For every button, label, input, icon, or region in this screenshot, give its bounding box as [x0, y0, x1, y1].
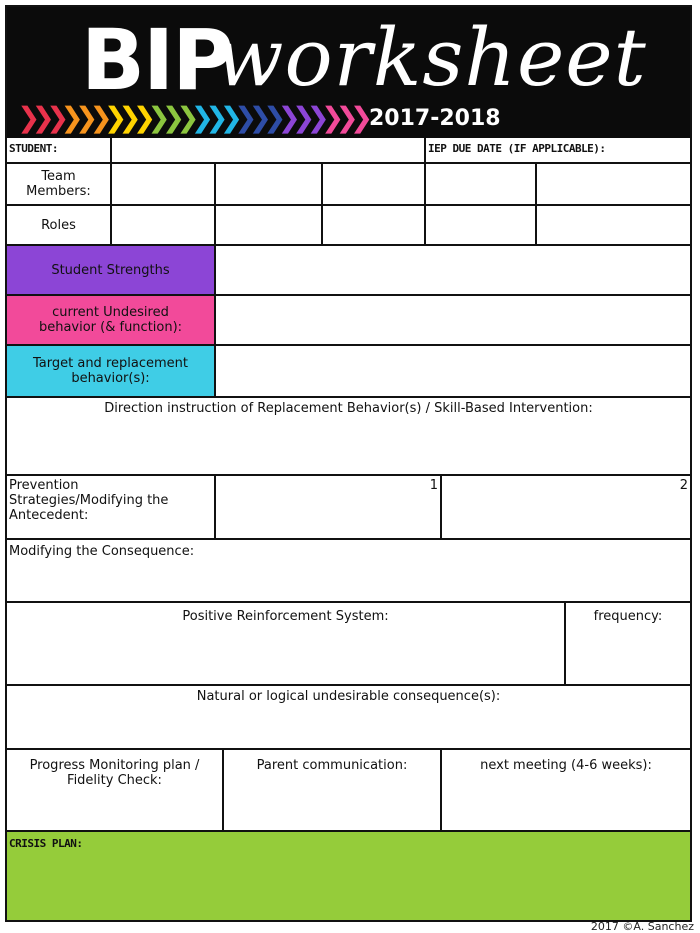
student-strengths-label: Student Strengths: [7, 246, 216, 296]
chevron-icon: ❯: [147, 101, 162, 134]
title-worksheet: worksheet: [215, 11, 647, 104]
next-meeting-field[interactable]: next meeting (4-6 weeks):: [442, 750, 690, 832]
chevron-icon: ❯: [31, 101, 46, 134]
team-member-cell[interactable]: [537, 164, 690, 206]
chevron-icon: ❯: [291, 101, 307, 134]
chevron-icon: ❯: [277, 101, 292, 134]
chevron-icon: ❯: [118, 101, 133, 134]
undesired-behavior-label: current Undesired behavior (& function):: [7, 296, 216, 346]
chevron-icon: ❯: [89, 101, 104, 134]
student-field[interactable]: [112, 138, 426, 164]
chevron-icon: ❯: [60, 101, 75, 134]
role-cell[interactable]: [537, 206, 690, 246]
copyright: 2017 ©A. Sanchez: [590, 920, 694, 933]
chevron-icon: ❯: [176, 101, 191, 134]
modifying-consequence-field[interactable]: Modifying the Consequence:: [7, 540, 690, 603]
field-number-2: 2: [679, 478, 688, 493]
school-year: 2017-2018: [369, 106, 501, 131]
iep-due-date-field[interactable]: IEP DUE DATE (IF APPLICABLE):: [426, 138, 690, 164]
parent-communication-field[interactable]: Parent communication:: [224, 750, 442, 832]
chevron-icon: ❯: [190, 101, 206, 134]
prevention-strategies-label: Prevention Strategies/Modifying the Antecedent:: [7, 476, 216, 540]
bip-worksheet: [5, 5, 692, 922]
worksheet-header: [7, 7, 690, 138]
crisis-plan-field[interactable]: CRISIS PLAN:: [7, 832, 690, 920]
chevron-icon: ❯: [219, 101, 235, 134]
team-members-label: Team Members:: [7, 164, 112, 206]
chevron-icon: ❯: [306, 101, 321, 134]
student-label: STUDENT:: [7, 138, 112, 164]
prevention-field-1[interactable]: [216, 476, 442, 540]
role-cell[interactable]: [426, 206, 537, 246]
chevron-icon: ❯: [132, 101, 148, 134]
chevron-icon: ❯: [17, 101, 32, 134]
chevron-icon: ❯: [234, 101, 249, 134]
chevron-icon: ❯: [262, 101, 278, 134]
title-bip: BIP: [81, 11, 232, 109]
direct-instruction-field[interactable]: Direction instruction of Replacement Behavior(s) / Skill-Based Intervention:: [7, 398, 690, 476]
chevron-icon: ❯: [335, 101, 350, 134]
undesired-behavior-field[interactable]: [216, 296, 690, 346]
role-cell[interactable]: [216, 206, 323, 246]
natural-consequence-field[interactable]: Natural or logical undesirable consequence(s):: [7, 686, 690, 750]
roles-label: Roles: [7, 206, 112, 246]
field-number-1: 1: [429, 478, 438, 493]
team-member-cell[interactable]: [216, 164, 323, 206]
team-member-cell[interactable]: [426, 164, 537, 206]
chevron-icon: ❯: [74, 101, 90, 134]
student-strengths-field[interactable]: [216, 246, 690, 296]
target-behavior-field[interactable]: [216, 346, 690, 398]
chevron-icon: ❯: [349, 101, 365, 134]
target-behavior-label: Target and replacement behavior(s):: [7, 346, 216, 398]
chevron-icon: ❯: [103, 101, 119, 134]
team-member-cell[interactable]: [112, 164, 216, 206]
chevron-icon: ❯: [161, 101, 177, 134]
chevron-arrow-icons: [17, 103, 364, 133]
positive-reinforcement-field[interactable]: Positive Reinforcement System:: [7, 603, 566, 686]
chevron-icon: ❯: [45, 101, 61, 134]
chevron-icon: ❯: [205, 101, 220, 134]
progress-monitoring-field[interactable]: Progress Monitoring plan / Fidelity Check:: [7, 750, 224, 832]
role-cell[interactable]: [112, 206, 216, 246]
chevron-icon: ❯: [248, 101, 263, 134]
frequency-field[interactable]: frequency:: [566, 603, 690, 686]
prevention-field-2[interactable]: [442, 476, 690, 540]
role-cell[interactable]: [323, 206, 426, 246]
chevron-icon: ❯: [320, 101, 336, 134]
team-member-cell[interactable]: [323, 164, 426, 206]
